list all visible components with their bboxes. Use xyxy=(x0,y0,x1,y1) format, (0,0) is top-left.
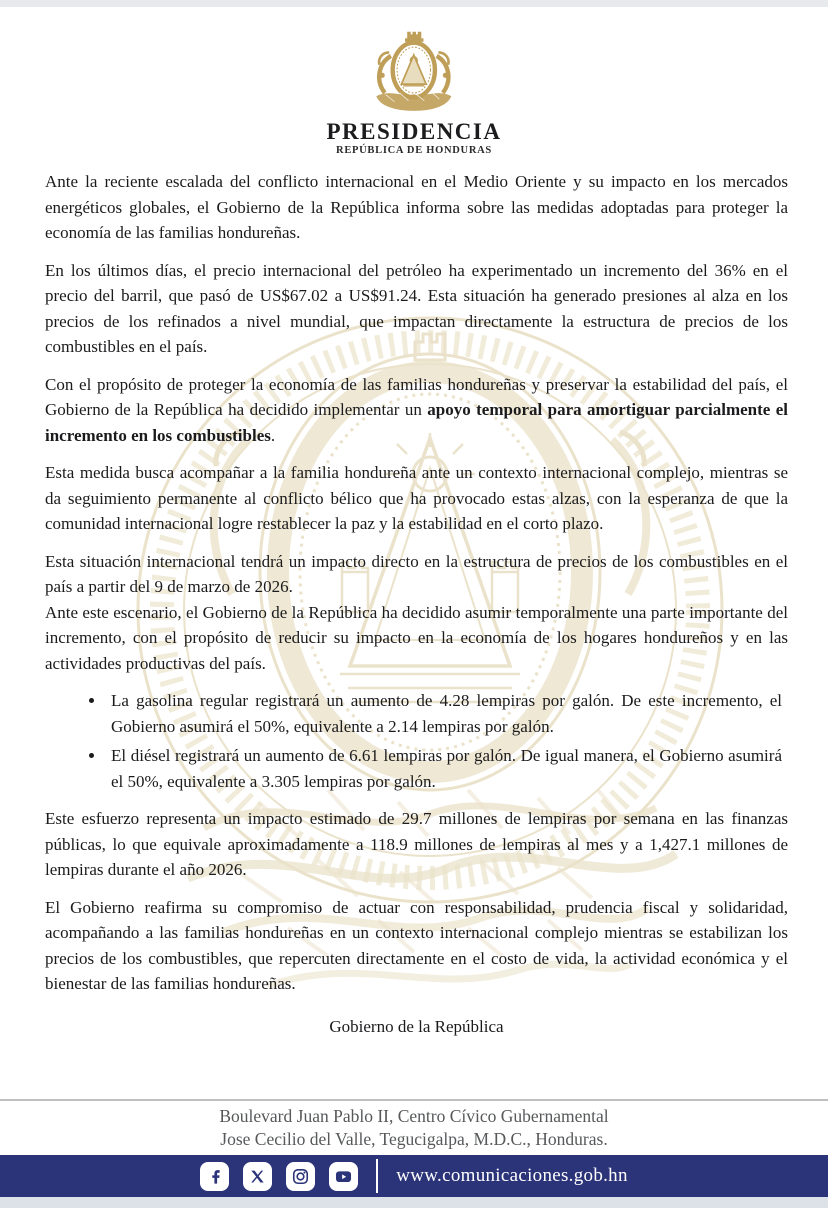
signature-line: Gobierno de la República xyxy=(329,1016,504,1036)
youtube-icon[interactable] xyxy=(329,1162,358,1191)
instagram-icon[interactable] xyxy=(286,1162,315,1191)
bullet-list xyxy=(45,688,782,794)
address-line-1: Boulevard Juan Pablo II, Centro Cívico Gubernamental xyxy=(219,1106,609,1126)
footer-address xyxy=(0,1105,828,1150)
document-body xyxy=(45,169,788,1039)
footer-divider xyxy=(0,1099,828,1101)
social-icons xyxy=(200,1162,358,1191)
bullet-item: • El diésel registrará un aumento de 6.61 lempiras por galón. De igual manera, el Gobierno asumirá el 50%, equivalente a 3.305 lempiras por galón. xyxy=(106,743,782,794)
page-bottom-edge xyxy=(0,1197,828,1208)
paragraph: El Gobierno reafirma su compromiso de actuar con responsabilidad, prudencia fiscal y solidaridad, acompañando a las familias hondureñas en un contexto internacional complejo mientras se estabilizan los precios de los combustibles, que repercuten directamente en el costo de vida, la actividad económica y el bienestar de las familias hondureñas. xyxy=(45,897,788,993)
bullet-item: • La gasolina regular registrará un aumento de 4.28 lempiras por galón. De este incremento, el Gobierno asumirá el 50%, equivalente a 2.14 lempiras por galón. xyxy=(106,688,782,739)
website-link[interactable]: www.comunicaciones.gob.hn xyxy=(396,1165,628,1186)
paragraph: Con el propósito de proteger la economía de las familias hondureñas y preservar la estabilidad del país, el Gobierno de la República ha decidido implementar un apoyo temporal para amortiguar parcialmente el incremento en los combustibles. xyxy=(45,374,788,445)
facebook-icon[interactable] xyxy=(200,1162,229,1191)
social-bar xyxy=(0,1155,828,1197)
x-icon[interactable] xyxy=(243,1162,272,1191)
letterhead xyxy=(0,0,828,157)
paragraph: Esta medida busca acompañar a la familia hondureña ante un contexto internacional complejo, mientras se da seguimiento permanente al conflicto bélico que ha provocado estas alzas, con la esperanza de que la comunidad internacional logre restablecer la paz y la estabilidad en el corto plazo. xyxy=(45,463,788,533)
page-top-edge xyxy=(0,0,828,7)
page-title: PRESIDENCIA xyxy=(326,119,502,144)
address-line-2: Jose Cecilio del Valle, Tegucigalpa, M.D.C., Honduras. xyxy=(220,1128,608,1149)
footer-bar-divider xyxy=(376,1159,378,1193)
paragraph: Esta situación internacional tendrá un impacto directo en la estructura de precios de los combustibles en el país a partir del 9 de marzo de 2026. xyxy=(45,551,788,596)
paragraph: Ante la reciente escalada del conflicto internacional en el Medio Oriente y su impacto en los mercados energéticos globales, el Gobierno de la República informa sobre las medidas adoptadas para proteger la economía de las familias hondureñas. xyxy=(45,172,788,242)
paragraph: Ante este escenario, el Gobierno de la República ha decidido asumir temporalmente una parte importante del incremento, con el propósito de reducir su impacto en la economía de los hogares hondureños y en las actividades productivas del país. xyxy=(45,602,788,673)
paragraph: Este esfuerzo representa un impacto estimado de 29.7 millones de lempiras por semana en las finanzas públicas, lo que equivale aproximadamente a 118.9 millones de lempiras al mes y a 1,427.1 millones de lempiras durante el año 2026. xyxy=(45,809,788,879)
honduras-coat-of-arms-icon xyxy=(361,26,467,114)
paragraph: En los últimos días, el precio internacional del petróleo ha experimentado un incremento del 36% en el precio del barril, que pasó de US$67.02 a US$91.24. Esta situación ha generado presiones al alza en los precios de los refinados a nivel mundial, que impactan directamente la estructura de precios de los combustibles en el país. xyxy=(45,260,788,356)
page-subtitle: REPÚBLICA DE HONDURAS xyxy=(336,145,492,156)
